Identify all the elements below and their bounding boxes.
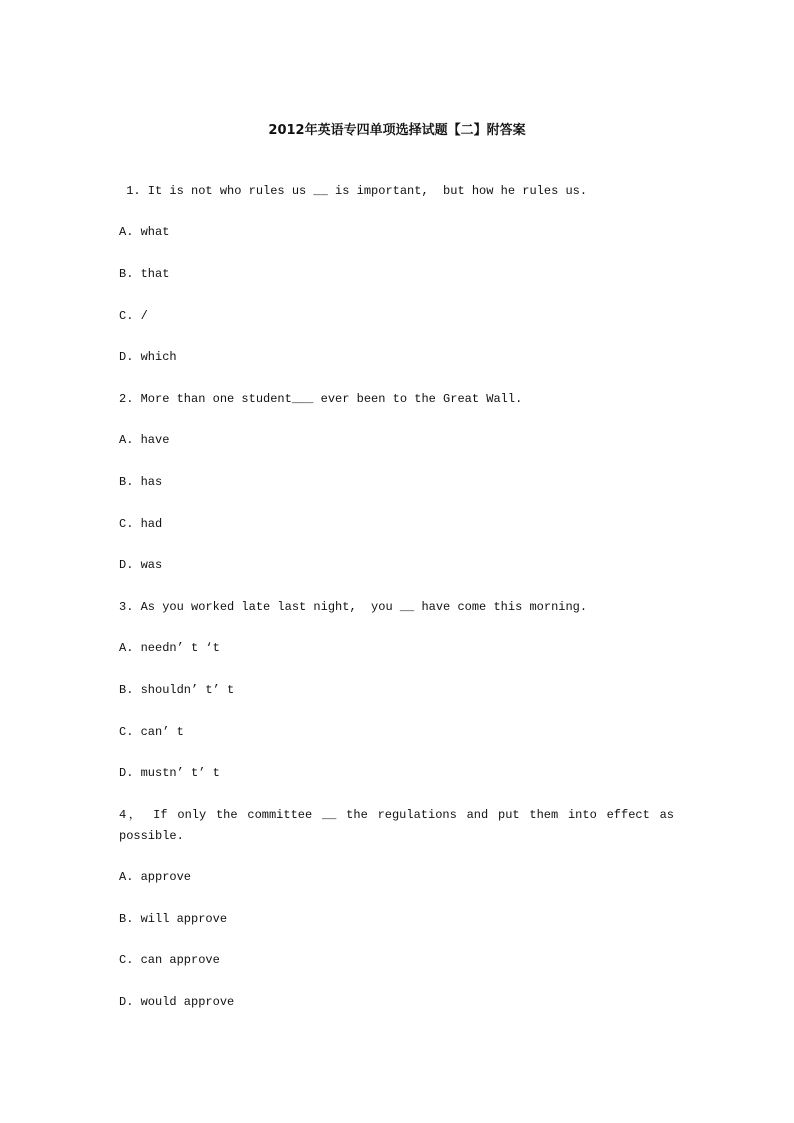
- question-4-option-a: A. approve: [119, 870, 192, 884]
- question-1-option-a: A. what: [119, 225, 170, 239]
- page-title: 2012年英语专四单项选择试题【二】附答案: [268, 123, 526, 138]
- question-4-option-d: D. would approve: [119, 995, 235, 1009]
- question-1-option-b: B. that: [119, 267, 170, 281]
- question-2-option-b: B. has: [119, 475, 163, 489]
- question-4-option-b: B. will approve: [119, 912, 228, 926]
- question-3-option-b: B. shouldn’ t’ t: [119, 683, 235, 697]
- question-4-stem-line-1: 4， If only the committee __ the regulations and put them into effect as: [119, 808, 674, 822]
- question-3-stem: 3. As you worked late last night, you __ have come this morning.: [119, 600, 588, 614]
- question-3-option-a: A. needn’ t ‘t: [119, 641, 220, 655]
- question-4-stem-line-2: possible.: [119, 829, 184, 843]
- question-4-option-c: C. can approve: [119, 953, 220, 967]
- question-2-option-a: A. have: [119, 433, 170, 447]
- question-3-option-d: D. mustn’ t’ t: [119, 766, 220, 780]
- question-1-option-c: C. /: [119, 309, 148, 323]
- question-1-option-d: D. which: [119, 350, 177, 364]
- question-1-stem: 1. It is not who rules us __ is important, but how he rules us.: [119, 184, 588, 198]
- question-2-stem: 2. More than one student___ ever been to the Great Wall.: [119, 392, 523, 406]
- question-2-option-d: D. was: [119, 558, 163, 572]
- question-3-option-c: C. can’ t: [119, 725, 184, 739]
- question-4-stem: [119, 805, 674, 847]
- question-2-option-c: C. had: [119, 517, 163, 531]
